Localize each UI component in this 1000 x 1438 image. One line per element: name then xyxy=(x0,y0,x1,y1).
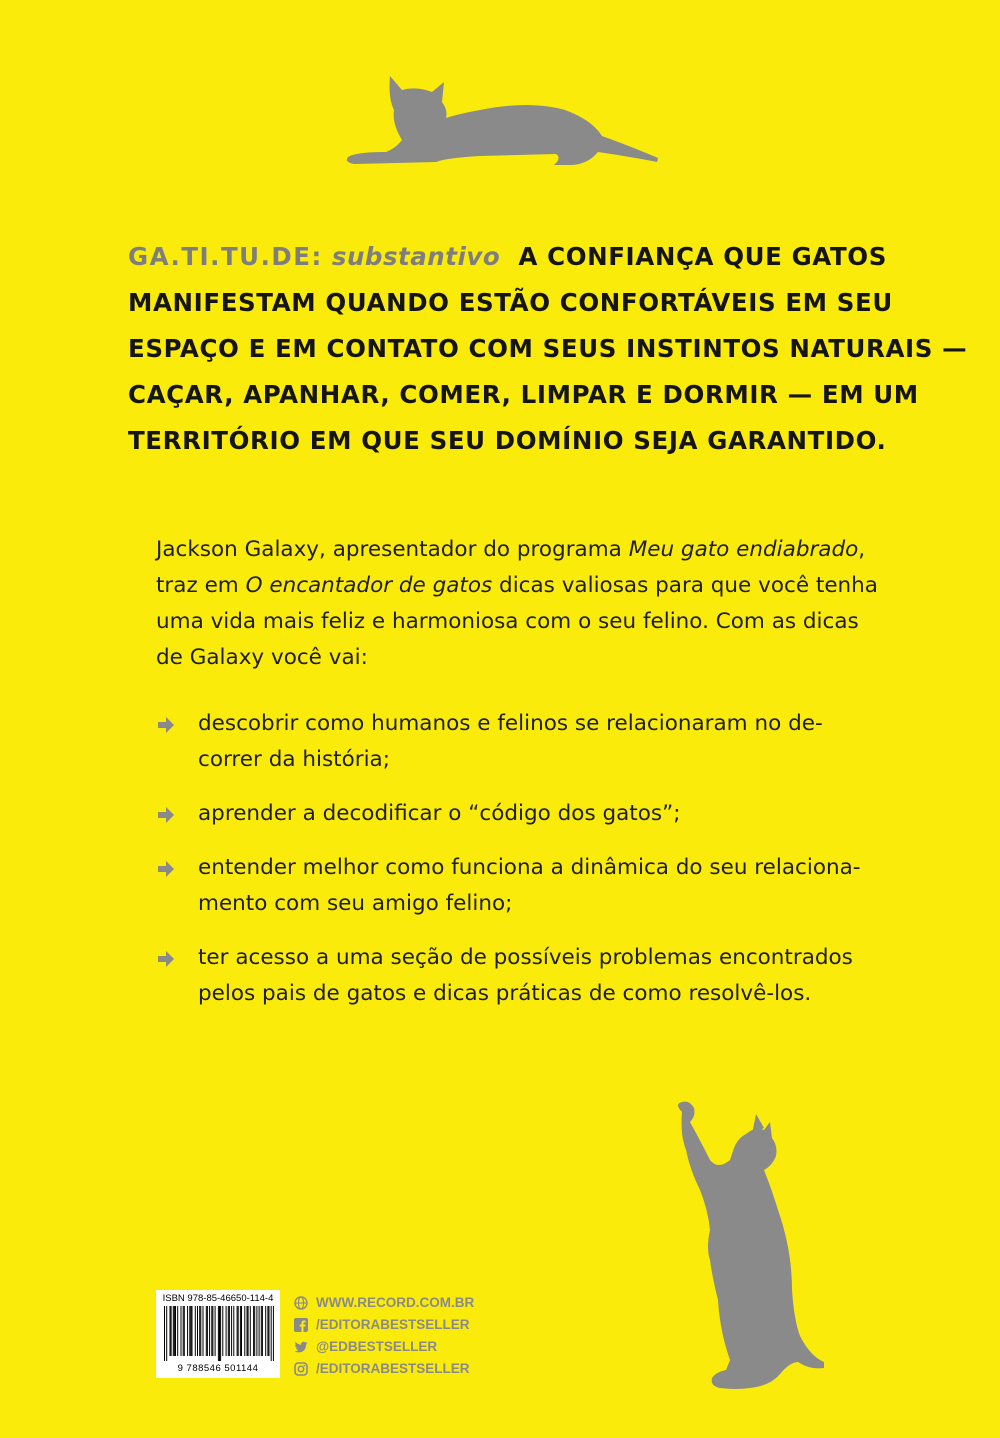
barcode-bar xyxy=(215,1306,216,1356)
definition-line-2: MANIFESTAM QUANDO ESTÃO CONFORTÁVEIS EM SEU xyxy=(128,288,893,317)
barcode-bar xyxy=(240,1306,241,1356)
globe-icon xyxy=(294,1296,308,1310)
twitter-icon xyxy=(294,1340,308,1354)
barcode-bar xyxy=(271,1306,272,1361)
facebook-link[interactable] xyxy=(294,1314,474,1336)
barcode-bar xyxy=(211,1306,212,1356)
barcode-bar xyxy=(173,1306,174,1356)
barcode-bar xyxy=(199,1306,200,1356)
social-links xyxy=(294,1292,474,1380)
lying-cat-illustration xyxy=(340,70,660,170)
arrow-right-icon xyxy=(156,805,176,825)
intro-paragraph xyxy=(156,532,878,676)
arrow-right-icon xyxy=(156,859,176,879)
instagram-link[interactable] xyxy=(294,1358,474,1380)
intro-line xyxy=(156,568,878,604)
list-item-text: mento com seu amigo felino; xyxy=(198,891,513,916)
show-title: Meu gato endiabrado xyxy=(628,537,859,562)
barcode-bar xyxy=(265,1306,266,1356)
intro-text: dicas valiosas para que você tenha xyxy=(492,573,878,598)
instagram-text: /EDITORABESTSELLER xyxy=(316,1361,470,1376)
barcode-bar xyxy=(174,1306,175,1356)
intro-line: de Galaxy você vai: xyxy=(156,645,368,670)
barcode-bar xyxy=(207,1306,208,1356)
website-link[interactable] xyxy=(294,1292,474,1314)
barcode-bar xyxy=(226,1306,227,1356)
sitting-cat-illustration xyxy=(660,1100,825,1390)
intro-text: , xyxy=(858,537,866,562)
list-item-text: aprender a decodificar o “código dos gatos”; xyxy=(198,801,681,826)
intro-line: uma vida mais feliz e harmoniosa com o seu felino. Com as dicas xyxy=(156,609,859,634)
barcode-bar xyxy=(238,1306,239,1356)
barcode-bar xyxy=(262,1306,263,1356)
barcode-digits: 9 788546 501144 xyxy=(177,1363,259,1374)
twitter-link[interactable] xyxy=(294,1336,474,1358)
list-item-text: entender melhor como funciona a dinâmica do seu relaciona- xyxy=(198,855,861,880)
barcode-bar xyxy=(166,1306,167,1361)
barcode-bar xyxy=(248,1306,249,1356)
barcode-bar xyxy=(209,1306,210,1356)
intro-text: traz em xyxy=(156,573,246,598)
barcode-bar xyxy=(192,1306,193,1356)
definition-text: A CONFIANÇA QUE GATOS xyxy=(518,242,887,271)
barcode-bar xyxy=(187,1306,188,1356)
barcode-bar xyxy=(212,1306,213,1356)
barcode-bar xyxy=(244,1306,245,1356)
barcode-bar xyxy=(190,1306,191,1356)
barcode-bar xyxy=(254,1306,255,1356)
barcode-bars xyxy=(164,1306,274,1361)
isbn-barcode xyxy=(156,1290,280,1378)
barcode-bar xyxy=(164,1306,165,1361)
list-item xyxy=(156,706,856,778)
barcode-bar xyxy=(220,1306,221,1361)
barcode-bar xyxy=(273,1306,274,1361)
arrow-right-icon xyxy=(156,715,176,735)
barcode-bar xyxy=(231,1306,232,1356)
arrow-right-icon xyxy=(156,949,176,969)
barcode-bar xyxy=(237,1306,238,1356)
barcode-bar xyxy=(219,1306,220,1361)
intro-line xyxy=(156,532,866,568)
barcode-bar xyxy=(183,1306,184,1356)
list-item-text: descobrir como humanos e felinos se relacionaram no de- xyxy=(198,711,823,736)
list-item xyxy=(156,940,856,1012)
barcode-bar xyxy=(267,1306,268,1356)
barcode-bar xyxy=(269,1306,270,1356)
barcode-bar xyxy=(247,1306,248,1356)
barcode-bar xyxy=(206,1306,207,1356)
barcode-bar xyxy=(222,1306,223,1356)
barcode-bar xyxy=(259,1306,260,1356)
definition-block xyxy=(128,234,968,464)
barcode-bar xyxy=(233,1306,234,1356)
barcode-bar xyxy=(261,1306,262,1356)
barcode-bar xyxy=(203,1306,204,1356)
barcode-bar xyxy=(171,1306,172,1356)
instagram-icon xyxy=(294,1362,308,1376)
barcode-bar xyxy=(184,1306,185,1356)
barcode-bar xyxy=(200,1306,201,1356)
definition-line-4: CAÇAR, APANHAR, COMER, LIMPAR E DORMIR — EM UM xyxy=(128,380,919,409)
barcode-bar xyxy=(175,1306,176,1356)
isbn-label: ISBN 978-85-46650-114-4 xyxy=(162,1293,274,1304)
benefits-list xyxy=(156,706,861,1030)
book-title: O encantador de gatos xyxy=(245,573,493,598)
barcode-bar xyxy=(228,1306,229,1356)
definition-term: GA.TI.TU.DE: xyxy=(128,242,323,271)
barcode-bar xyxy=(250,1306,251,1356)
list-item-text: correr da história; xyxy=(198,747,390,772)
definition-line-5: TERRITÓRIO EM QUE SEU DOMÍNIO SEJA GARANTIDO. xyxy=(128,426,887,455)
barcode-bar xyxy=(241,1306,242,1356)
facebook-icon xyxy=(294,1318,308,1332)
barcode-bar xyxy=(170,1306,171,1356)
list-item xyxy=(156,796,856,832)
definition-part-of-speech: substantivo xyxy=(331,242,501,271)
barcode-bar xyxy=(229,1306,230,1356)
barcode-bar xyxy=(181,1306,182,1356)
list-item xyxy=(156,850,861,922)
barcode-bar xyxy=(253,1306,254,1356)
facebook-text: /EDITORABESTSELLER xyxy=(316,1317,470,1332)
list-item-text: ter acesso a uma seção de possíveis problemas encontrados xyxy=(198,945,853,970)
barcode-bar xyxy=(256,1306,257,1356)
website-text: WWW.RECORD.COM.BR xyxy=(316,1295,475,1310)
list-item-text: pelos pais de gatos e dicas práticas de como resolvê-los. xyxy=(198,981,812,1006)
definition-line-3: ESPAÇO E EM CONTATO COM SEUS INSTINTOS NATURAIS — xyxy=(128,334,968,363)
barcode-bar xyxy=(177,1306,178,1356)
barcode-bar xyxy=(197,1306,198,1356)
intro-text: Jackson Galaxy, apresentador do programa xyxy=(156,537,629,562)
barcode-bar xyxy=(195,1306,196,1356)
barcode-bar xyxy=(189,1306,190,1356)
barcode-bar xyxy=(218,1306,219,1361)
definition-line-1 xyxy=(128,234,887,280)
twitter-text: @EDBESTSELLER xyxy=(316,1339,438,1354)
